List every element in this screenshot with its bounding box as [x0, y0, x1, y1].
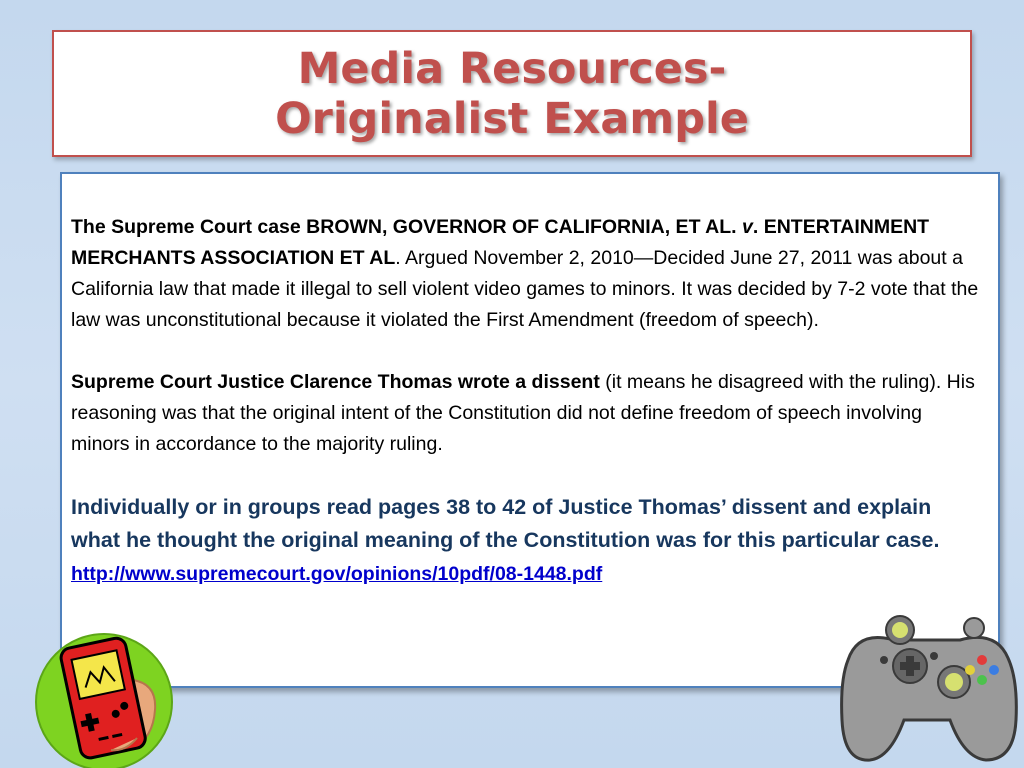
case-paragraph — [71, 212, 983, 336]
game-controller-icon — [830, 600, 1024, 768]
slide-title-line-2: Originalist Example — [275, 93, 749, 144]
case-description: . Argued November 2, 2010—Decided June 27, 2011 was about a California law that made it illegal to sell violent video games to minors. It was decided by 7-2 vote that the law was unconstitutional because it violated the First Amendment (freedom of speech). — [71, 247, 979, 331]
dissent-paragraph — [71, 367, 983, 460]
instruction-paragraph — [71, 491, 983, 591]
case-name-part1: BROWN, GOVERNOR OF CALIFORNIA, ET AL. — [306, 216, 743, 238]
dissent-heading: Supreme Court Justice Clarence Thomas wrote a dissent — [71, 371, 600, 393]
opinion-link[interactable]: http://www.supremecourt.gov/opinions/10pdf/08-1448.pdf — [71, 563, 603, 585]
content-text — [71, 212, 983, 591]
handheld-game-icon — [33, 630, 175, 768]
instruction-text: Individually or in groups read pages 38 to 42 of Justice Thomas’ dissent and explain what he thought the original meaning of the Constitution was for this particular case. — [71, 495, 940, 552]
slide-title-line-1: Media Resources- — [297, 43, 727, 94]
case-name-v: v — [742, 216, 753, 238]
case-lead: The Supreme Court case — [71, 216, 307, 238]
dissent-description: (it means he disagreed with the ruling). His reasoning was that the original intent of the Constitution did not define freedom of speech involving minors in accordance to the majority ruling. — [71, 371, 975, 455]
title-box — [52, 30, 972, 157]
case-name-part2: . ENTERTAINMENT MERCHANTS ASSOCIATION ET AL — [71, 216, 930, 269]
